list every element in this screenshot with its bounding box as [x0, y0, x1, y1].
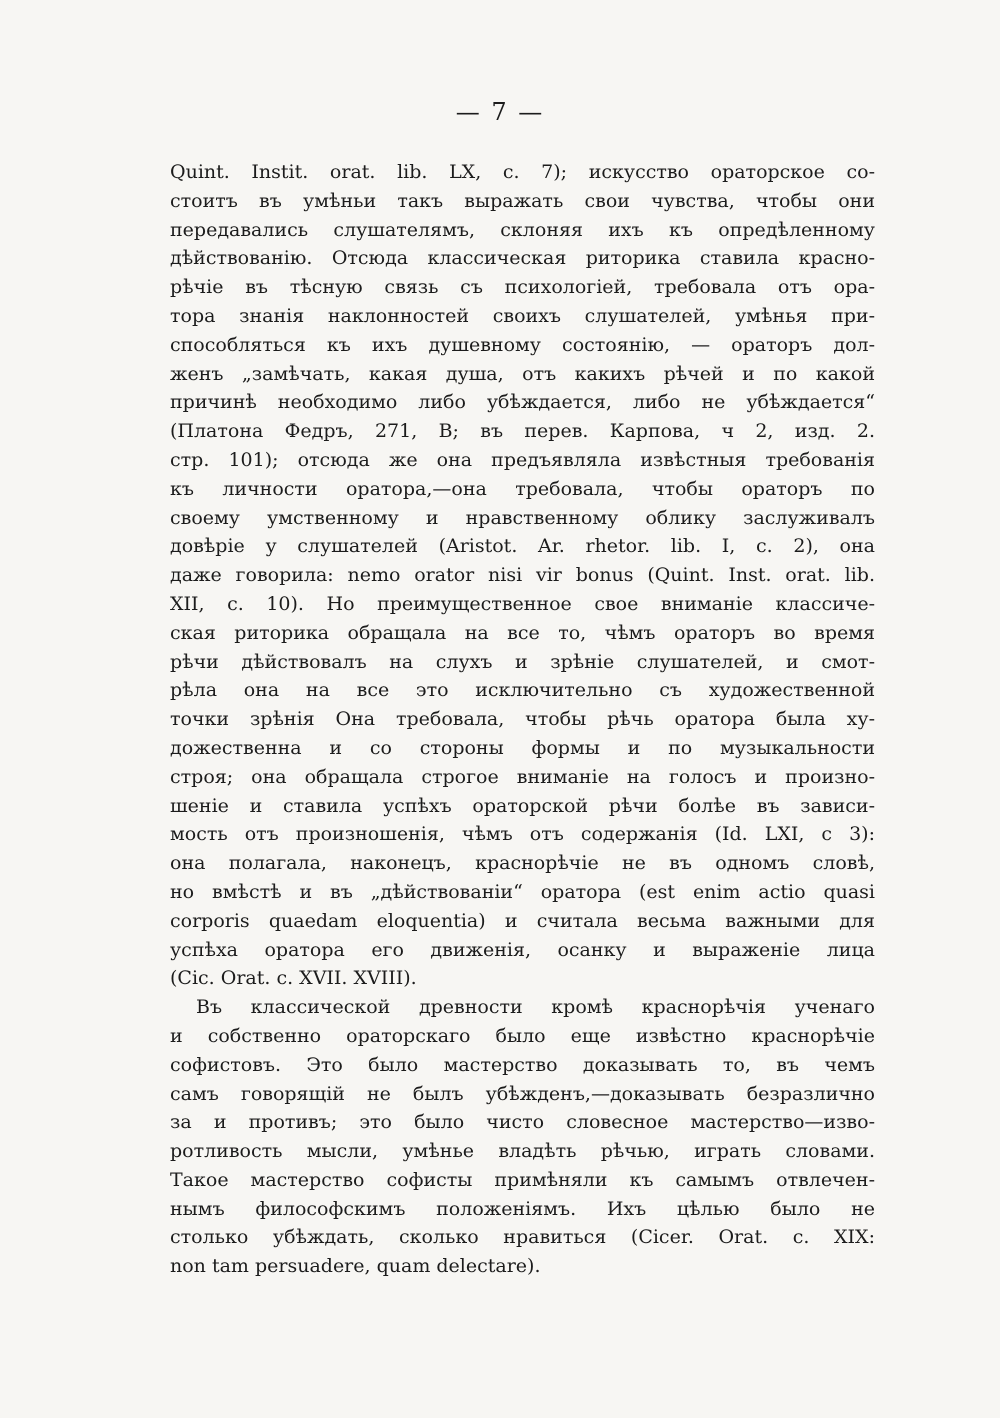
text-line: женъ „замѣчать, какая душа, отъ какихъ рѣчей и по какой [170, 362, 875, 385]
text-line: Въ классической древности кромѣ краснорѣчія ученаго [196, 996, 875, 1019]
text-line: рѣла она на все это исключительно съ художественной [170, 679, 875, 702]
text-line: довѣріе у слушателей (Aristot. Ar. rhetor. lib. I, c. 2), она [170, 535, 875, 558]
text-line: успѣха оратора его движенія, осанку и выраженіе лица [170, 938, 875, 961]
text-line: даже говорила: nemo orator nisi vir bonus (Quint. Inst. orat. lib. [170, 564, 875, 587]
text-line: за и противъ; это было чисто словесное мастерство—изво- [170, 1111, 875, 1134]
text-line: Quint. Instit. orat. lib. LX, c. 7); искусство ораторское со- [170, 161, 875, 183]
text-line: мость отъ произношенія, чѣмъ отъ содержанія (Id. LXI, c 3): [170, 823, 875, 846]
text-line: (Cic. Orat. c. XVII. XVIII). [170, 967, 417, 990]
text-line: точки зрѣнія Она требовала, чтобы рѣчь оратора была ху- [170, 708, 875, 731]
text-line: передавались слушателямъ, склоняя ихъ къ опредѣленному [170, 218, 875, 241]
text-line: нымъ философскимъ положеніямъ. Ихъ цѣлью было не [170, 1197, 875, 1220]
text-line: къ личности оратора,—она требовала, чтобы ораторъ по [170, 477, 875, 500]
text-line: тора знанія наклонностей своихъ слушателей, умѣнья при- [170, 304, 875, 327]
text-line: столько убѣждать, сколько нравиться (Cicer. Orat. c. XIX: [170, 1226, 875, 1249]
text-line: non tam persuadere, quam delectare). [170, 1255, 541, 1278]
text-line: способляться къ ихъ душевному состоянію, — ораторъ дол- [170, 333, 875, 356]
page-number: — 7 — [455, 98, 545, 126]
text-line: рѣчіе въ тѣсную связь съ психологіей, требовала отъ ора- [170, 276, 875, 299]
text-line: стр. 101); отсюда же она предъявляла извѣстныя требованія [170, 448, 875, 471]
text-line: самъ говорящій не былъ убѣжденъ,—доказывать безразлично [170, 1082, 875, 1105]
text-line: софистовъ. Это было мастерство доказывать то, въ чемъ [170, 1053, 875, 1076]
text-line: рѣчи дѣйствовалъ на слухъ и зрѣніе слушателей, и смот- [170, 650, 875, 673]
text-line: она полагала, наконецъ, краснорѣчіе не въ одномъ словѣ, [170, 852, 875, 875]
text-line: (Платона Федръ, 271, В; въ перев. Карпова, ч 2, изд. 2. [170, 420, 875, 443]
text-line: ротливость мысли, умѣнье владѣть рѣчью, играть словами. [170, 1140, 875, 1163]
text-line: corporis quaedam eloquentia) и считала весьма важными для [170, 909, 875, 932]
body-text [170, 158, 875, 1281]
text-line: строя; она обращала строгое вниманіе на голосъ и произно- [170, 765, 875, 788]
text-line: дѣйствованію. Отсюда классическая риторика ставила красно- [170, 247, 875, 270]
text-line: шеніе и ставила успѣхъ ораторской рѣчи болѣе въ зависи- [170, 794, 875, 817]
text-line: Такое мастерство софисты примѣняли къ самымъ отвлечен- [170, 1168, 875, 1191]
text-line: стоитъ въ умѣньи такъ выражать свои чувства, чтобы они [170, 189, 875, 212]
text-line: ская риторика обращала на все то, чѣмъ ораторъ во время [170, 621, 875, 644]
text-line: дожественна и со стороны формы и по музыкальности [170, 736, 875, 759]
text-line: своему умственному и нравственному облику заслуживалъ [170, 506, 875, 529]
text-line: причинѣ необходимо либо убѣждается, либо не убѣждается“ [170, 391, 875, 414]
text-line: XII, c. 10). Но преимущественное свое вниманіе классиче- [170, 592, 875, 615]
text-line: и собственно ораторскаго было еще извѣстно краснорѣчіе [170, 1024, 875, 1047]
text-line: но вмѣстѣ и въ „дѣйствованіи“ оратора (est enim actio quasi [170, 880, 875, 903]
